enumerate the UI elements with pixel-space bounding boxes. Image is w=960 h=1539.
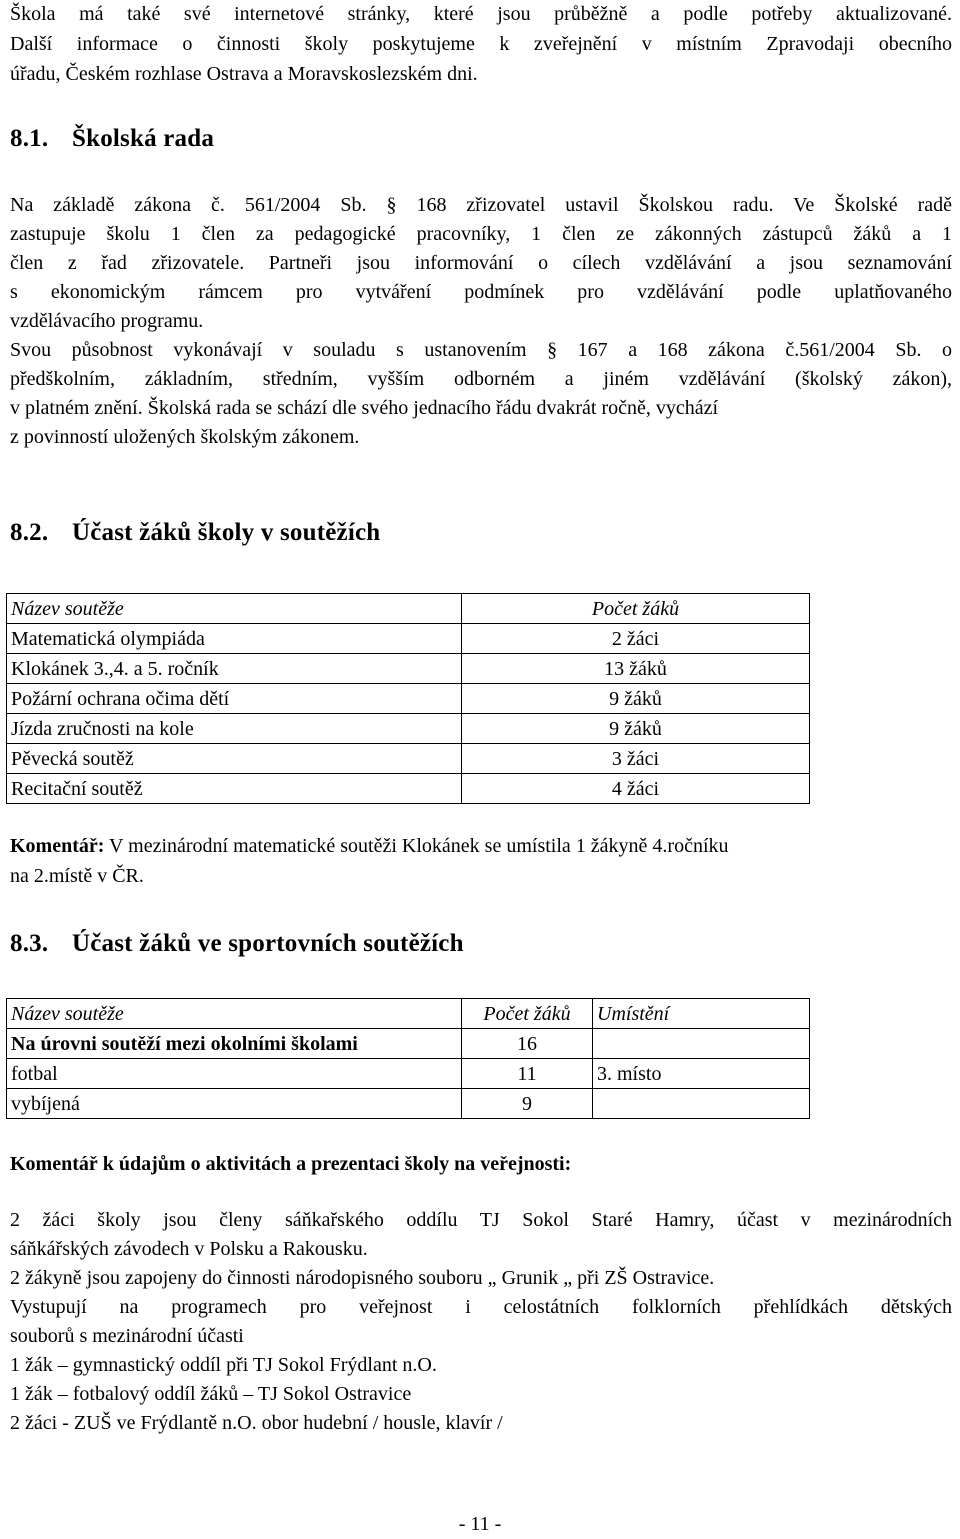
table-cell: 9 žáků bbox=[462, 714, 810, 744]
table-row bbox=[7, 774, 810, 804]
table-row bbox=[7, 654, 810, 684]
table-cell: 11 bbox=[462, 1059, 593, 1089]
section-number: 8.3. bbox=[10, 930, 49, 957]
activities-line: sáňkářských závodech v Polsku a Rakousku. bbox=[10, 1238, 368, 1260]
section-number: 8.2. bbox=[10, 519, 49, 546]
comment-text: V mezinárodní matematické soutěži Klokánek se umístila 1 žákyně 4.ročníku bbox=[104, 835, 729, 857]
activities-line: 2 žáci - ZUŠ ve Frýdlantě n.O. obor hudební / housle, klavír / bbox=[10, 1412, 503, 1434]
activities-line: 2 žáci školy jsou členy sáňkařského oddílu TJ Sokol Staré Hamry, účast v mezinárodních bbox=[10, 1209, 952, 1231]
activities-line: 1 žák – gymnastický oddíl při TJ Sokol Frýdlant n.O. bbox=[10, 1354, 437, 1376]
table-cell: Pěvecká soutěž bbox=[7, 744, 462, 774]
intro-line: Škola má také své internetové stránky, které jsou průběžně a podle potřeby aktualizované. bbox=[10, 3, 952, 25]
comment-line: na 2.místě v ČR. bbox=[10, 865, 144, 887]
table-header-cell: Umístění bbox=[593, 999, 810, 1029]
section-title: Školská rada bbox=[72, 125, 215, 152]
table-cell: 2 žáci bbox=[462, 624, 810, 654]
paragraph-line: zastupuje školu 1 člen za pedagogické pracovníky, 1 člen ze zákonných zástupců žáků a 1 bbox=[10, 223, 952, 245]
table-row bbox=[7, 1029, 810, 1059]
table-header-row bbox=[7, 999, 810, 1029]
table-cell: Jízda zručnosti na kole bbox=[7, 714, 462, 744]
section-title: Účast žáků školy v soutěžích bbox=[72, 519, 381, 546]
table-header-cell: Počet žáků bbox=[462, 594, 810, 624]
paragraph-line: s ekonomickým rámcem pro vytváření podmínek pro vzdělávání podle uplatňovaného bbox=[10, 281, 952, 303]
section-heading-8-3 bbox=[10, 929, 952, 958]
paragraph-line: v platném znění. Školská rada se schází dle svého jednacího řádu dvakrát ročně, vychází bbox=[10, 397, 719, 419]
paragraph-line: z povinností uložených školským zákonem. bbox=[10, 426, 360, 448]
table-header-cell: Název soutěže bbox=[7, 999, 462, 1029]
activities-line: 1 žák – fotbalový oddíl žáků – TJ Sokol Ostravice bbox=[10, 1383, 412, 1405]
table-cell: Požární ochrana očima dětí bbox=[7, 684, 462, 714]
paragraph-line: vzdělávacího programu. bbox=[10, 310, 204, 332]
table-header-cell: Název soutěže bbox=[7, 594, 462, 624]
sports-table bbox=[6, 998, 810, 1119]
activities-line: souborů s mezinárodní účasti bbox=[10, 1325, 244, 1347]
paragraph-line: člen z řad zřizovatele. Partneři jsou informování o cílech vzdělávání a jsou seznamování bbox=[10, 252, 952, 274]
page-number: - 11 - bbox=[458, 1513, 502, 1535]
comment-label: Komentář: bbox=[10, 835, 105, 857]
table-cell: fotbal bbox=[7, 1059, 462, 1089]
table-row bbox=[7, 1059, 810, 1089]
section-title: Účast žáků ve sportovních soutěžích bbox=[72, 930, 464, 957]
table-row bbox=[7, 714, 810, 744]
table-cell: 4 žáci bbox=[462, 774, 810, 804]
activities-line: Vystupují na programech pro veřejnost i celostátních folklorních přehlídkách dětských bbox=[10, 1296, 952, 1318]
table-cell: 9 bbox=[462, 1089, 593, 1119]
comment-line bbox=[10, 832, 952, 861]
table-cell: 9 žáků bbox=[462, 684, 810, 714]
table-cell: Na úrovni soutěží mezi okolními školami bbox=[7, 1029, 462, 1059]
table-cell: Matematická olympiáda bbox=[7, 624, 462, 654]
paragraph-line: Svou působnost vykonávají v souladu s ustanovením § 167 a 168 zákona č.561/2004 Sb. o bbox=[10, 339, 952, 361]
table-cell: 3 žáci bbox=[462, 744, 810, 774]
table-row bbox=[7, 1089, 810, 1119]
section-heading-8-2 bbox=[10, 518, 952, 547]
table-header-cell: Počet žáků bbox=[462, 999, 593, 1029]
intro-line: úřadu, Českém rozhlase Ostrava a Moravskoslezském dni. bbox=[10, 63, 478, 85]
table-row bbox=[7, 624, 810, 654]
table-cell bbox=[593, 1029, 810, 1059]
table-cell: vybíjená bbox=[7, 1089, 462, 1119]
competitions-table bbox=[6, 593, 810, 804]
table-row bbox=[7, 744, 810, 774]
table-header-row bbox=[7, 594, 810, 624]
table-cell: 16 bbox=[462, 1029, 593, 1059]
activities-line: 2 žákyně jsou zapojeny do činnosti národopisného souboru „ Grunik „ při ZŠ Ostravice. bbox=[10, 1267, 715, 1289]
section-number: 8.1. bbox=[10, 125, 49, 152]
paragraph-line: Na základě zákona č. 561/2004 Sb. § 168 zřizovatel ustavil Školskou radu. Ve Školské radě bbox=[10, 194, 952, 216]
paragraph-line: předškolním, základním, středním, vyšším odborném a jiném vzdělávání (školský zákon), bbox=[10, 368, 952, 390]
activities-heading: Komentář k údajům o aktivitách a prezentaci školy na veřejnosti: bbox=[10, 1153, 572, 1175]
section-heading-8-1 bbox=[10, 124, 952, 153]
table-cell: 13 žáků bbox=[462, 654, 810, 684]
table-cell bbox=[593, 1089, 810, 1119]
table-cell: Klokánek 3.,4. a 5. ročník bbox=[7, 654, 462, 684]
table-row bbox=[7, 684, 810, 714]
intro-line: Další informace o činnosti školy poskytujeme k zveřejnění v místním Zpravodaji obecního bbox=[10, 33, 952, 55]
table-cell: Recitační soutěž bbox=[7, 774, 462, 804]
table-cell: 3. místo bbox=[593, 1059, 810, 1089]
